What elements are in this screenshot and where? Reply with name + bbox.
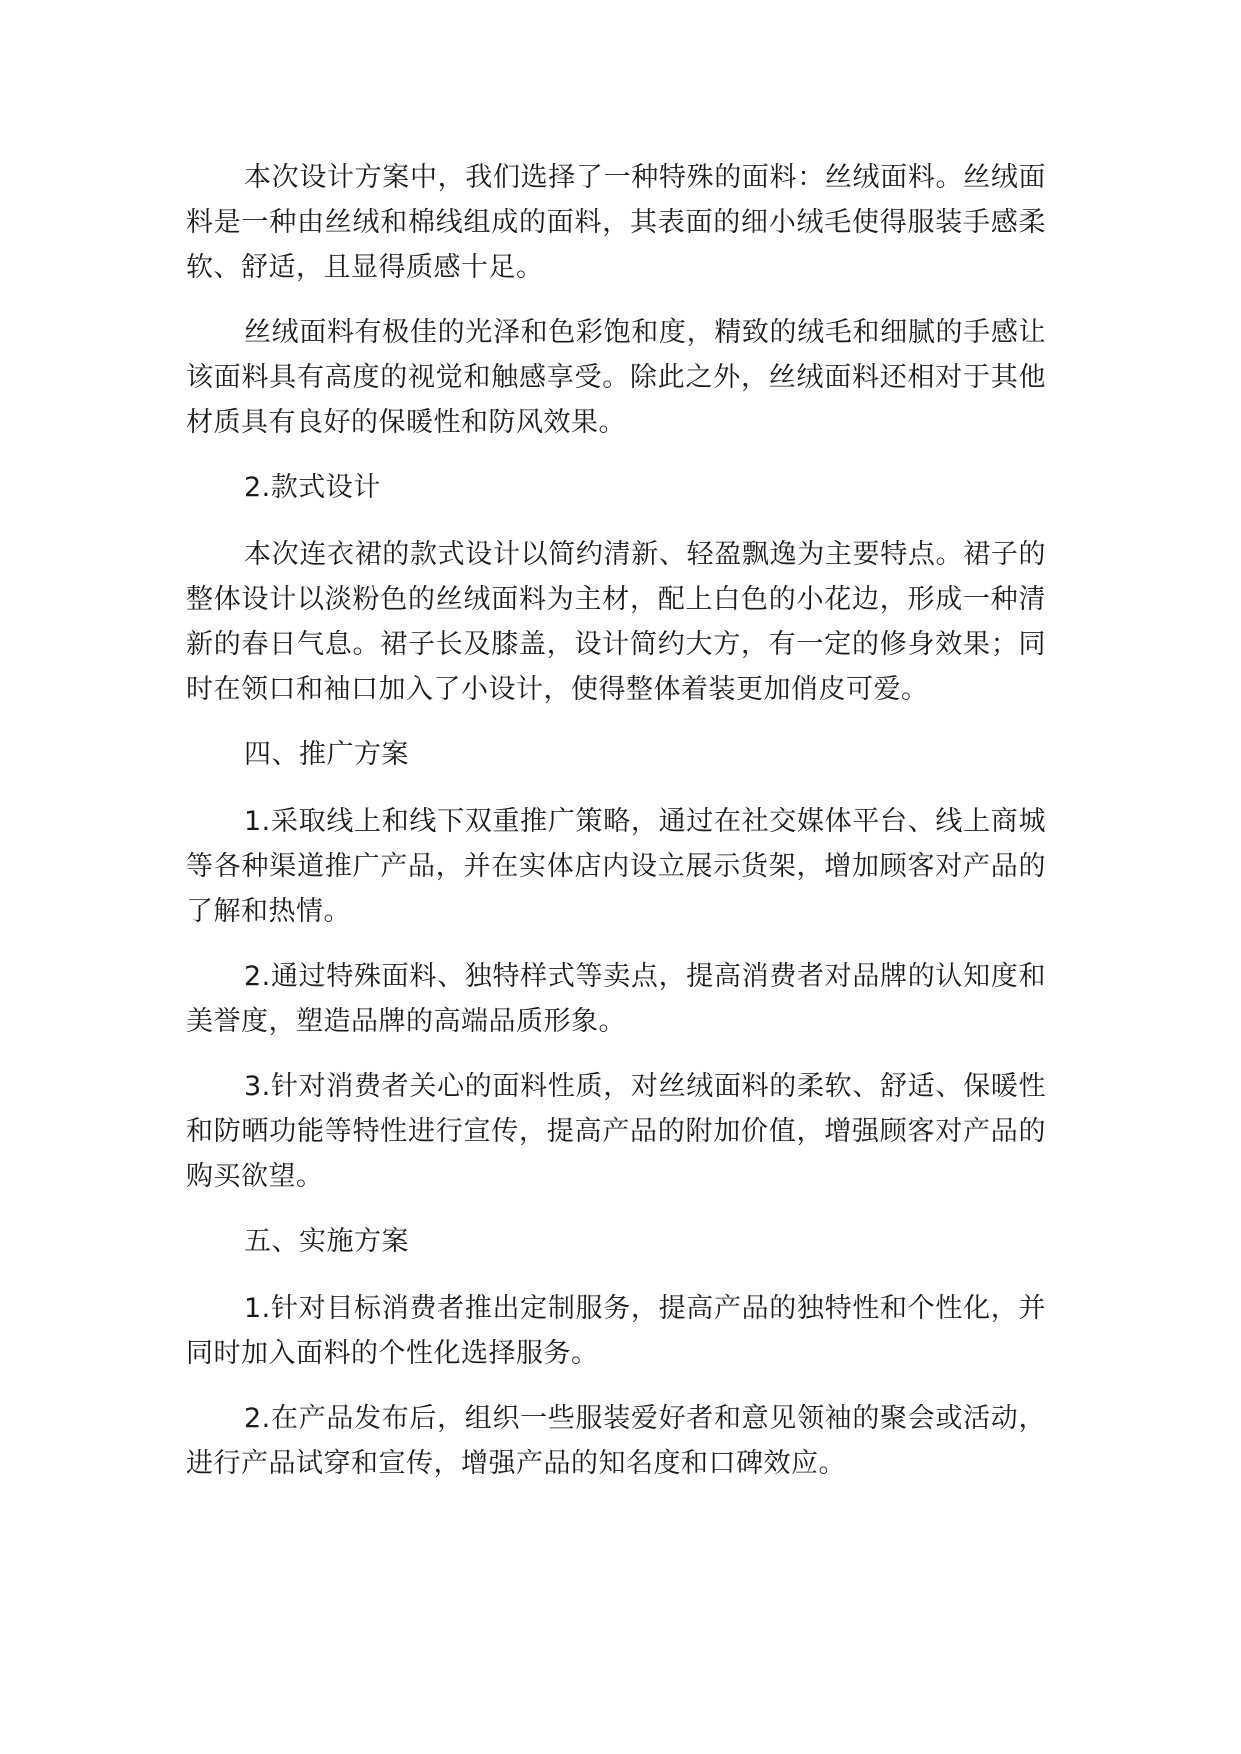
paragraph-implementation-2: 2.在产品发布后，组织一些服装爱好者和意见领袖的聚会或活动，进行产品试穿和宣传，增强产品的知名度和口碑效应。	[186, 1403, 1046, 1479]
paragraph-velvet-fabric-intro: 本次设计方案中，我们选择了一种特殊的面料：丝绒面料。丝绒面料是一种由丝绒和棉线组成的面料，其表面的细小绒毛使得服装手感柔软、舒适，且显得质感十足。	[186, 162, 1046, 283]
paragraph-promotion-3: 3.针对消费者关心的面料性质，对丝绒面料的柔软、舒适、保暖性和防晒功能等特性进行宣传，提高产品的附加价值，增强顾客对产品的购买欲望。	[186, 1071, 1046, 1192]
paragraph-velvet-fabric-properties: 丝绒面料有极佳的光泽和色彩饱和度，精致的绒毛和细腻的手感让该面料具有高度的视觉和触感享受。除此之外，丝绒面料还相对于其他材质具有良好的保暖性和防风效果。	[186, 317, 1046, 438]
heading-style-design: 2.款式设计	[244, 472, 381, 503]
document-page	[186, 155, 1046, 1506]
paragraph-dress-style: 本次连衣裙的款式设计以简约清新、轻盈飘逸为主要特点。裙子的整体设计以淡粉色的丝绒面料为主材，配上白色的小花边，形成一种清新的春日气息。裙子长及膝盖，设计简约大方，有一定的修身效果；同时在领口和袖口加入了小设计，使得整体着装更加俏皮可爱。	[186, 539, 1046, 705]
heading-promotion-plan: 四、推广方案	[244, 739, 409, 770]
paragraph-promotion-1: 1.采取线上和线下双重推广策略，通过在社交媒体平台、线上商城等各种渠道推广产品，并在实体店内设立展示货架，增加顾客对产品的了解和热情。	[186, 806, 1046, 927]
paragraph-promotion-2: 2.通过特殊面料、独特样式等卖点，提高消费者对品牌的认知度和美誉度，塑造品牌的高端品质形象。	[186, 961, 1046, 1037]
paragraph-implementation-1: 1.针对目标消费者推出定制服务，提高产品的独特性和个性化，并同时加入面料的个性化选择服务。	[186, 1293, 1046, 1369]
heading-implementation-plan: 五、实施方案	[244, 1226, 409, 1257]
